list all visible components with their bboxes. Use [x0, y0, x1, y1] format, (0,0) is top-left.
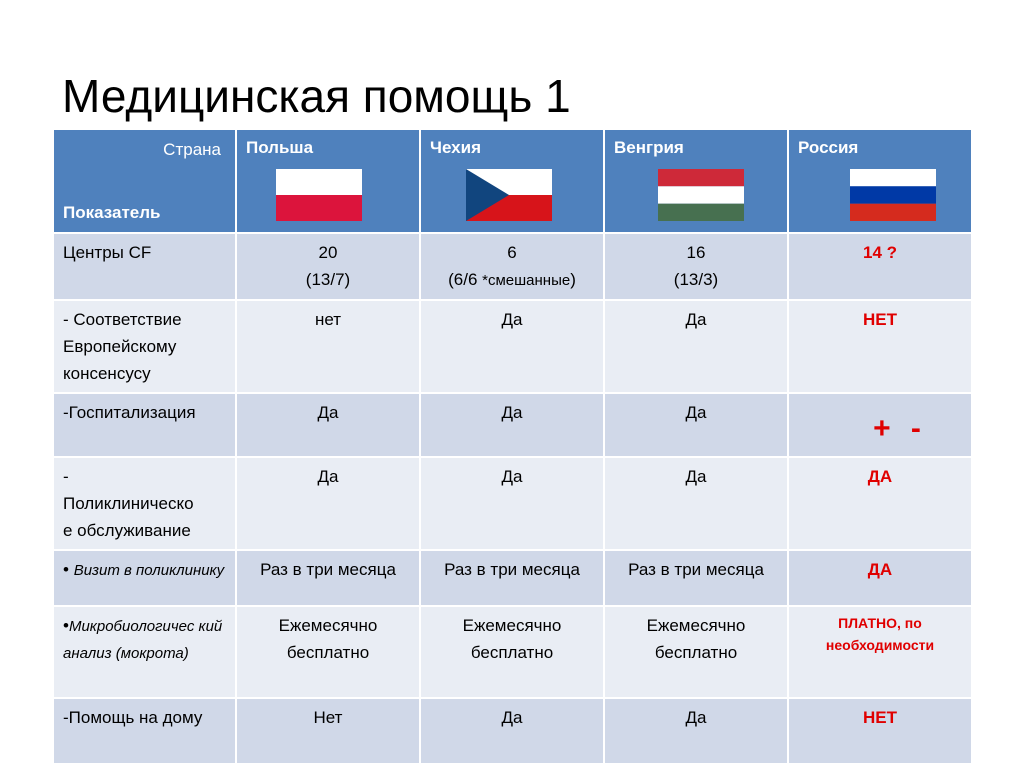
cell-value: 16: [686, 243, 706, 262]
row-label-part: Поликлиническо: [63, 494, 194, 513]
cell-poland: Раз в три месяца: [236, 550, 420, 606]
country-name-hungary: Венгрия: [614, 138, 684, 157]
row-label-text: Визит в поликлинику: [73, 562, 225, 579]
row-label: -Помощь на дому: [53, 698, 236, 764]
row-label: Центры CF: [53, 233, 236, 300]
cell-poland: Нет: [236, 698, 420, 764]
hungary-flag-icon: [658, 169, 744, 221]
cell-poland: нет: [236, 300, 420, 393]
poland-flag-icon: [276, 169, 362, 221]
cell-czech: Ежемесячно бесплатно: [420, 606, 604, 698]
country-name-poland: Польша: [246, 138, 314, 157]
plus-minus-value: + -: [873, 412, 927, 445]
cell-hungary: Да: [604, 698, 788, 764]
bullet-icon: •: [63, 560, 69, 579]
corner-indicator-label: Показатель: [63, 203, 161, 222]
cell-poland: Да: [236, 457, 420, 550]
russia-flag-icon: [850, 169, 936, 221]
cell-czech: [420, 233, 604, 300]
cell-russia: ПЛАТНО, по необходимости: [788, 606, 972, 698]
cell-hungary: Ежемесячно бесплатно: [604, 606, 788, 698]
header-czech: [420, 129, 604, 233]
czech-flag-icon: [466, 169, 552, 221]
cell-subvalue: (6/6: [448, 270, 483, 289]
page-title: Медицинская помощь 1: [62, 70, 571, 122]
cell-hungary: Да: [604, 457, 788, 550]
cell-hungary: Да: [604, 300, 788, 393]
table-row: [53, 393, 972, 457]
table-row: [53, 698, 972, 764]
row-label: - Соответствие Европейскому консенсусу: [53, 300, 236, 393]
country-name-czech: Чехия: [430, 138, 481, 157]
header-poland: [236, 129, 420, 233]
cell-czech: Да: [420, 698, 604, 764]
cell-russia: НЕТ: [788, 300, 972, 393]
corner-country-label: Страна: [163, 140, 221, 159]
table-row: [53, 550, 972, 606]
cell-czech: Да: [420, 457, 604, 550]
bullet-icon: •: [63, 616, 69, 635]
cell-czech: Раз в три месяца: [420, 550, 604, 606]
row-label: [53, 457, 236, 550]
row-label-text: Микробиологичес кий анализ (мокрота): [63, 618, 223, 662]
cell-hungary: Раз в три месяца: [604, 550, 788, 606]
cell-hungary: Да: [604, 393, 788, 457]
corner-cell: [53, 129, 236, 233]
row-label-part: е обслуживание: [63, 521, 191, 540]
cell-value: 6: [507, 243, 517, 262]
cell-russia: [788, 393, 972, 457]
cell-czech: Да: [420, 393, 604, 457]
row-label: -Госпитализация: [53, 393, 236, 457]
row-label-part: -: [63, 467, 69, 486]
country-name-russia: Россия: [798, 138, 859, 157]
cell-subvalue: (13/3): [673, 270, 719, 289]
cell-paren: ): [570, 270, 576, 289]
cell-russia: ДА: [788, 457, 972, 550]
header-hungary: [604, 129, 788, 233]
cell-poland: Да: [236, 393, 420, 457]
table-row: [53, 606, 972, 698]
table-row: [53, 233, 972, 300]
row-label: [53, 606, 236, 698]
cell-russia: НЕТ: [788, 698, 972, 764]
cell-value: 20: [318, 243, 338, 262]
cell-poland: Ежемесячно бесплатно: [236, 606, 420, 698]
table-row: [53, 300, 972, 393]
cell-subvalue: (13/7): [305, 270, 351, 289]
cell-russia: 14 ?: [788, 233, 972, 300]
cell-hungary: [604, 233, 788, 300]
cell-czech: Да: [420, 300, 604, 393]
comparison-table: [52, 128, 973, 765]
header-row: [53, 129, 972, 233]
table-row: [53, 457, 972, 550]
cell-note: *смешанные: [482, 272, 571, 289]
header-russia: [788, 129, 972, 233]
cell-poland: [236, 233, 420, 300]
row-label: [53, 550, 236, 606]
cell-russia: ДА: [788, 550, 972, 606]
